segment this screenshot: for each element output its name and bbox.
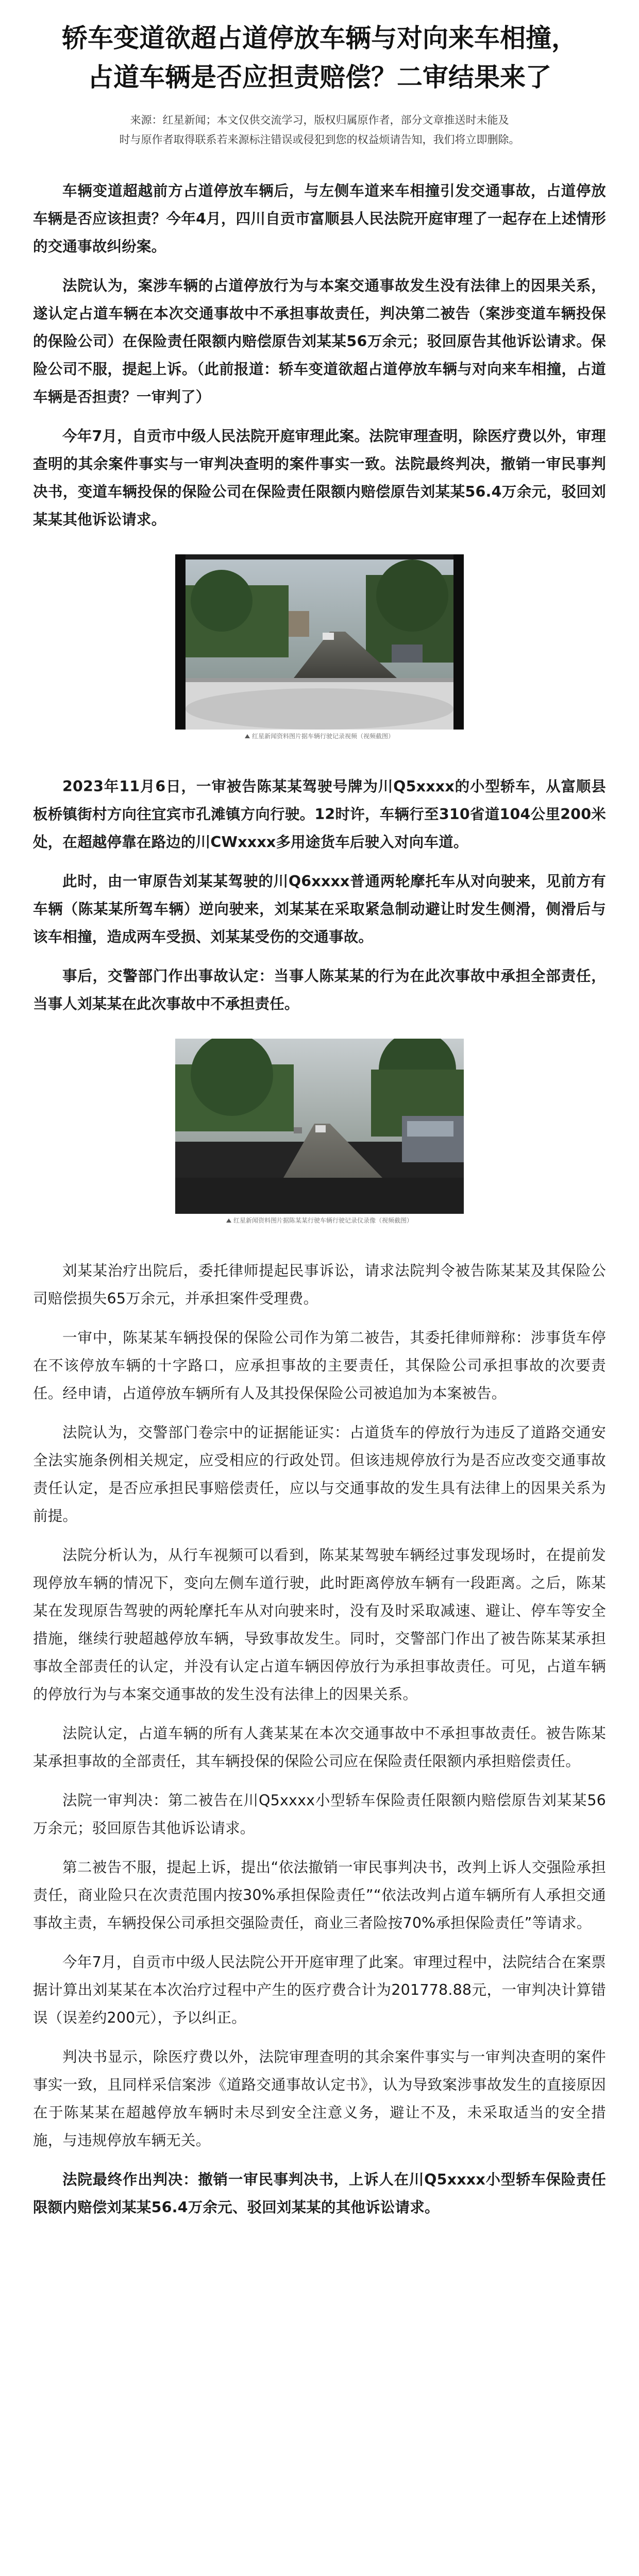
source-disclaimer-line-2: 时与原作者取得联系若来源标注错误或侵犯到您的权益烦请告知，我们将立即删除。 (119, 133, 520, 146)
paragraph-collision: 此时，由一审原告刘某某驾驶的川Q6xxxx普通两轮摩托车从对向驶来，见前方有车辆（陈某某所驾车辆）逆向驶来，刘某某在采取紧急制动避让时发生侧滑，侧滑后与该车相撞，造成两车受损、刘某某受伤的交通事故。 (33, 873, 606, 945)
article-title-line-1: 轿车变道欲超占道停放车辆与对向来车相撞， (62, 23, 577, 53)
source-disclaimer-line-1: 来源：红星新闻；本文仅供交流学习，版权归属原作者，部分文章推送时未能及 (130, 114, 509, 126)
dashcam-photo-1-svg (175, 554, 464, 730)
caption-triangle-icon (245, 734, 250, 738)
dashcam-photo-2-svg (175, 1039, 464, 1214)
paragraph-judgment-document: 判决书显示，除医疗费以外，法院审理查明的其余案件事实与一审判决查明的案件事实一致，且同样采信案涉《道路交通事故认定书》，认为导致案涉事故发生的直接原因在于陈某某在超越停放车辆时未尽到安全注意义务，避让不及，未采取适当的安全措施，与违规停放车辆无关。 (33, 2048, 606, 2149)
paragraph-court-view: 法院认为，交警部门卷宗中的证据能证实：占道货车的停放行为违反了道路交通安全法实施条例相关规定，应受相应的行政处罚。但该违规停放行为是否应改变交通事故责任认定，是否应承担民事赔偿责任，应以与交通事故的发生具有法律上的因果关系为前提。 (33, 1424, 606, 1524)
figure-caption-1 (175, 730, 464, 743)
figure-caption-1-text: 红星新闻资料图片据车辆行驶记录视频（视频截图） (251, 733, 394, 740)
paragraph-final-judgment: 法院最终作出判决：撤销一审民事判决书，上诉人在川Q5xxxx小型轿车保险责任限额内赔偿刘某某56.4万余元、驳回刘某某的其他诉讼请求。 (33, 2171, 606, 2216)
source-disclaimer (52, 110, 587, 149)
paragraph-intro: 车辆变道超越前方占道停放车辆后，与左侧车道来车相撞引发交通事故，占道停放车辆是否应该担责？今年4月，四川自贡市富顺县人民法院开庭审理了一起存在上述情形的交通事故纠纷案。 (33, 182, 606, 255)
article-title-line-2: 占道车辆是否应担责赔偿？二审结果来了 (88, 62, 551, 92)
paragraph-first-judgment: 法院一审判决：第二被告在川Q5xxxx小型轿车保险责任限额内赔偿原告刘某某56万余元；驳回原告其他诉讼请求。 (33, 1792, 606, 1837)
paragraph-police-determination: 事后，交警部门作出事故认定：当事人陈某某的行为在此次事故中承担全部责任，当事人刘某某在此次事故中不承担责任。 (33, 968, 606, 1012)
paragraph-court-analysis: 法院分析认为，从行车视频可以看到，陈某某驾驶车辆经过事发现场时，在提前发现停放车辆的情况下，变向左侧车道行驶，此时距离停放车辆有一段距离。之后，陈某某在发现原告驾驶的两轮摩托车从对向驶来时，没有及时采取减速、避让、停车等安全措施，继续行驶超越停放车辆，导致事故发生。同时，交警部门作出了被告陈某某承担事故全部责任的认定，并没有认定占道车辆因停放行为承担事故责任。可见，占道车辆的停放行为与本案交通事故的发生没有法律上的因果关系。 (33, 1547, 606, 1703)
paragraph-lawsuit: 刘某某治疗出院后，委托律师提起民事诉讼，请求法院判令被告陈某某及其保险公司赔偿损失65万余元，并承担案件受理费。 (33, 1262, 606, 1307)
paragraph-second-hearing: 今年7月，自贡市中级人民法院公开开庭审理了此案。审理过程中，法院结合在案票据计算出刘某某在本次治疗过程中产生的医疗费合计为201778.88元，一审判决计算错误（误差约200元），予以纠正。 (33, 1954, 606, 2026)
figure-dashcam-2 (175, 1039, 464, 1227)
paragraph-court-finding: 法院认定，占道车辆的所有人龚某某在本次交通事故中不承担事故责任。被告陈某某承担事故的全部责任，其车辆投保的保险公司应在保险责任限额内承担赔偿责任。 (33, 1725, 606, 1770)
figure-dashcam-1 (175, 554, 464, 743)
paragraph-accident-description: 2023年11月6日，一审被告陈某某驾驶号牌为川Q5xxxx的小型轿车，从富顺县板桥镇街村方向往宜宾市孔滩镇方向行驶。12时许，车辆行至310省道104公里200米处，在超越停靠在路边的川CWxxxx多用途货车后驶入对向车道。 (33, 778, 606, 851)
caption-triangle-icon (226, 1218, 231, 1223)
paragraph-appeal: 第二被告不服，提起上诉，提出“依法撤销一审民事判决书，改判上诉人交强险承担责任，商业险只在次责范围内按30%承担保险责任”“依法改判占道车辆所有人承担交通事故主责，车辆投保公司承担交强险责任，商业三者险按70%承担保险责任”等请求。 (33, 1859, 606, 1931)
paragraph-first-instance-ruling: 法院认为，案涉车辆的占道停放行为与本案交通事故发生没有法律上的因果关系，遂认定占道车辆在本次交通事故中不承担事故责任，判决第二被告（案涉变道车辆投保的保险公司）在保险责任限额内赔偿原告刘某某56万余元；驳回原告其他诉讼请求。保险公司不服，提起上诉。（此前报道：轿车变道欲超占道停放车辆与对向来车相撞，占道车辆是否担责？一审判了） (33, 277, 606, 405)
dashcam-road-photo-icon (175, 1039, 464, 1214)
article-title (33, 19, 606, 97)
dashcam-road-photo-icon (175, 554, 464, 730)
paragraph-second-instance-ruling: 今年7月，自贡市中级人民法院开庭审理此案。法院审理查明，除医疗费以外，审理查明的其余案件事实与一审判决查明的案件事实一致。法院最终判决，撤销一审民事判决书，变道车辆投保的保险公司在保险责任限额内赔偿原告刘某某56.4万余元，驳回刘某某其他诉讼请求。 (33, 428, 606, 528)
figure-caption-2 (175, 1214, 464, 1227)
figure-caption-2-text: 红星新闻资料图片据陈某某行驶车辆行驶记录仪录像（视频截图） (233, 1217, 413, 1224)
paragraph-insurer-defense: 一审中，陈某某车辆投保的保险公司作为第二被告，其委托律师辩称：涉事货车停在不该停放车辆的十字路口，应承担事故的主要责任，其保险公司承担事故的次要责任。经申请，占道停放车辆所有人及其投保保险公司被追加为本案被告。 (33, 1329, 606, 1402)
